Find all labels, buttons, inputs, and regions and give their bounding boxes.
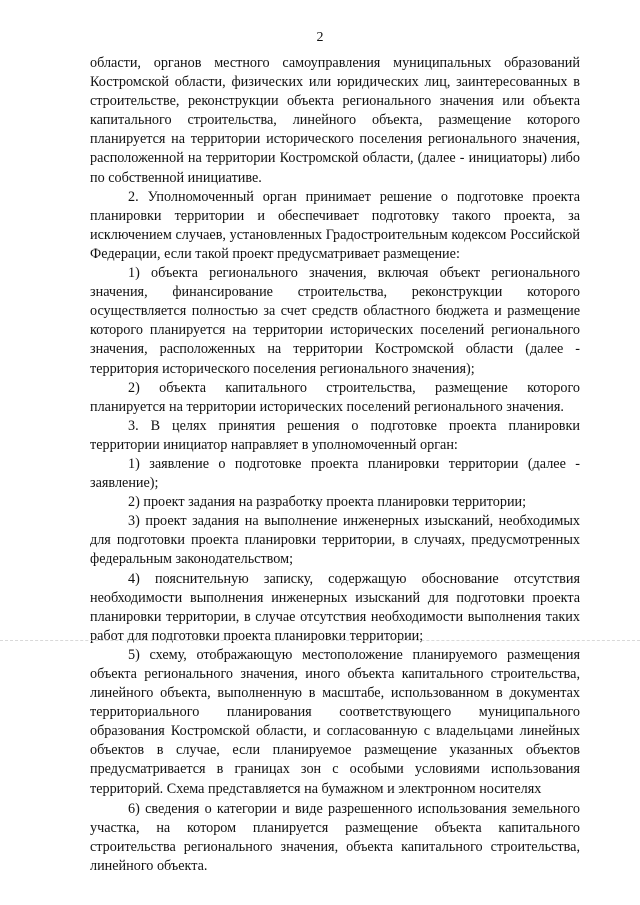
paragraph-doc-1: 1) заявление о подготовке проекта планировки территории (далее - заявление); [90,455,580,492]
paragraph-doc-6: 6) сведения о категории и виде разрешенного использования земельного участка, на котором планируется размещение объекта капитального строительства регионального значения, объекта капитального строительства, линейного объекта. [90,800,580,874]
paragraph-doc-5: 5) схему, отображающую местоположение планируемого размещения объекта регионального значения, иного объекта капитального строительства, линейного объекта, выполненную в масштабе, использованном в документах территориального планирования соответствующего муниципального образования Костромской области, и согласованную с владельцами линейных объектов в случае, если планируемое размещение указанных объектов предусматривается в границах зон с особыми условиями использования территорий. Схема представляется на бумажном и электронном носителях [90,646,580,797]
paragraph-doc-4: 4) пояснительную записку, содержащую обоснование отсутствия необходимости выполнения инженерных изысканий для подготовки проекта планировки территории, в случае отсутствия необходимости выполнения таких работ для подготовки проекта планировки территории; [90,570,580,644]
scan-fold-line [0,640,640,641]
paragraph-item-1: 1) объекта регионального значения, включая объект регионального значения, финансирование строительства, реконструкции которого осуществляется полностью за счет средств областного бюджета и размещение которого планируется на территории исторических поселений регионального значения, расположенных на территории Костромской области (далее - территория исторического поселения регионального значения); [90,265,580,377]
paragraph-item-2: 2) объекта капитального строительства, размещение которого планируется на территории исторических поселений регионального значения. [90,379,580,415]
page-number: 2 [316,30,324,45]
paragraph-continuation: области, органов местного самоуправления муниципальных образований Костромской области, физических или юридических лиц, заинтересованных в строительстве, реконструкции объекта регионального значения или объекта капитального строительства, линейного объекта, размещение которого планируется на территории исторического поселения регионального значения, расположенной на территории Костромской области, (далее - инициаторы) либо по собственной инициативе. [90,55,580,186]
document-body [90,54,580,876]
paragraph-clause-3: 3. В целях принятия решения о подготовке проекта планировки территории инициатор направляет в уполномоченный орган: [90,417,580,453]
paragraph-clause-2: 2. Уполномоченный орган принимает решение о подготовке проекта планировки территории и обеспечивает подготовку такого проекта, за исключением случаев, установленных Градостроительным кодексом Российской Федерации, если такой проект предусматривает размещение: [90,188,580,262]
paragraph-doc-3: 3) проект задания на выполнение инженерных изысканий, необходимых для подготовки проекта планировки территории, в случаях, предусмотренных федеральным законодательством; [90,513,580,568]
paragraph-doc-2: 2) проект задания на разработку проекта планировки территории; [128,494,527,511]
